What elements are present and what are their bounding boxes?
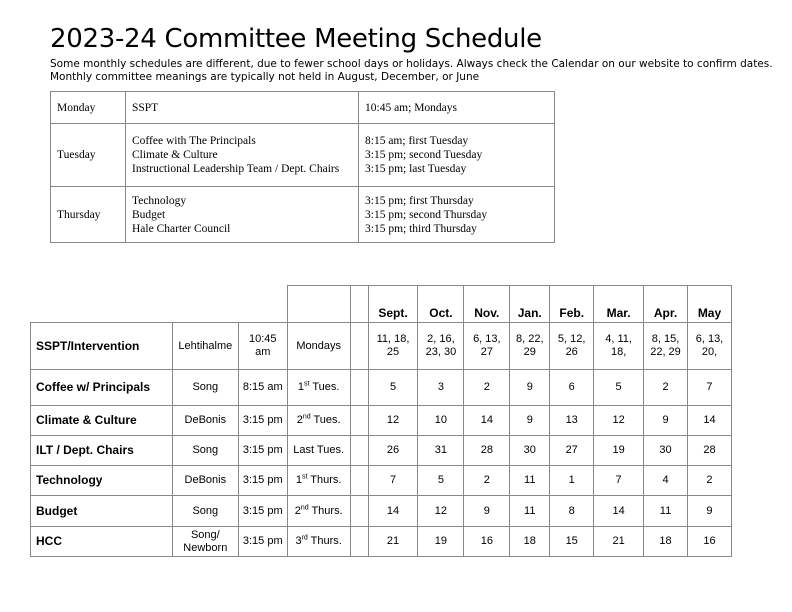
ordinal-suffix: nd bbox=[302, 413, 311, 421]
month-dates: 4, 11, 18, bbox=[594, 323, 644, 370]
committee-label: Hale Charter Council bbox=[132, 222, 231, 235]
meeting-time: 3:15 pm bbox=[238, 496, 287, 527]
month-dates: 9 bbox=[644, 406, 688, 436]
month-header: Apr. bbox=[644, 286, 688, 323]
month-dates: 19 bbox=[418, 527, 464, 557]
month-dates: 8 bbox=[550, 496, 594, 527]
month-header: Mar. bbox=[594, 286, 644, 323]
month-dates: 30 bbox=[644, 436, 688, 466]
month-dates: 26 bbox=[368, 436, 418, 466]
committee-label: Budget bbox=[132, 208, 166, 221]
month-header: May bbox=[687, 286, 731, 323]
month-dates: 5, 12, 26 bbox=[550, 323, 594, 370]
ordinal-suffix: st bbox=[304, 380, 310, 388]
committee-name: SSPT/Intervention bbox=[31, 323, 173, 370]
month-header: Oct. bbox=[418, 286, 464, 323]
month-dates: 11 bbox=[510, 466, 550, 496]
committee-name: Coffee w/ Principals bbox=[31, 370, 173, 406]
ordinal: 1 bbox=[295, 474, 302, 486]
month-dates: 9 bbox=[464, 496, 510, 527]
month-dates: 12 bbox=[418, 496, 464, 527]
month-dates: 28 bbox=[687, 436, 731, 466]
month-dates: 2 bbox=[464, 370, 510, 406]
month-dates: 31 bbox=[418, 436, 464, 466]
month-dates: 2 bbox=[687, 466, 731, 496]
day-label: Last Tues. bbox=[293, 444, 345, 456]
committee-lead: DeBonis bbox=[172, 406, 238, 436]
month-header: Nov. bbox=[464, 286, 510, 323]
page-title: 2023-24 Committee Meeting Schedule bbox=[50, 24, 542, 54]
meeting-day bbox=[287, 370, 350, 406]
committee-label: Climate & Culture bbox=[132, 149, 218, 161]
month-header: Feb. bbox=[550, 286, 594, 323]
month-dates: 6, 13, 20, bbox=[687, 323, 731, 370]
month-dates: 4 bbox=[644, 466, 688, 496]
table-row bbox=[51, 124, 555, 187]
month-dates: 14 bbox=[687, 406, 731, 436]
ordinal-suffix: st bbox=[301, 473, 308, 481]
meeting-day bbox=[287, 436, 350, 466]
committee-name: HCC bbox=[31, 527, 173, 557]
ordinal: 1 bbox=[297, 381, 305, 393]
month-dates: 14 bbox=[368, 496, 418, 527]
spacer-cell bbox=[350, 436, 368, 466]
month-dates: 21 bbox=[594, 527, 644, 557]
ordinal: 2 bbox=[296, 414, 303, 426]
day-cell: Monday bbox=[51, 92, 126, 124]
table-row bbox=[51, 92, 555, 124]
month-dates: 10 bbox=[418, 406, 464, 436]
month-dates: 7 bbox=[594, 466, 644, 496]
month-dates: 7 bbox=[368, 466, 418, 496]
spacer-cell bbox=[350, 323, 368, 370]
month-dates: 11, 18, 25 bbox=[368, 323, 418, 370]
committee-label: SSPT bbox=[132, 101, 159, 114]
meeting-time: 3:15 pm bbox=[238, 527, 287, 557]
meeting-time: 3:15 pm bbox=[238, 436, 287, 466]
committee-name: ILT / Dept. Chairs bbox=[31, 436, 173, 466]
month-dates: 18 bbox=[644, 527, 688, 557]
time-label: 10:45 am; Mondays bbox=[365, 101, 457, 114]
meeting-day bbox=[287, 527, 350, 557]
month-dates: 14 bbox=[464, 406, 510, 436]
table-row bbox=[51, 187, 555, 243]
committee-cell bbox=[126, 124, 359, 187]
month-dates: 5 bbox=[368, 370, 418, 406]
table-header-row bbox=[31, 286, 732, 323]
committee-name: Budget bbox=[31, 496, 173, 527]
committee-name: Technology bbox=[31, 466, 173, 496]
ordinal-suffix: rd bbox=[301, 534, 308, 542]
weekly-schedule-table bbox=[50, 91, 555, 243]
month-dates: 28 bbox=[464, 436, 510, 466]
committee-label: Technology bbox=[132, 194, 187, 207]
month-dates: 14 bbox=[594, 496, 644, 527]
month-dates: 9 bbox=[510, 370, 550, 406]
table-row bbox=[31, 436, 732, 466]
time-label: 3:15 pm; second Tuesday bbox=[365, 149, 483, 161]
day-label: Tues. bbox=[309, 381, 340, 393]
day-cell: Tuesday bbox=[51, 124, 126, 187]
month-dates: 30 bbox=[510, 436, 550, 466]
month-dates: 2, 16, 23, 30 bbox=[418, 323, 464, 370]
day-label: Thurs. bbox=[308, 504, 343, 517]
day-label: Thurs. bbox=[307, 535, 342, 547]
month-dates: 16 bbox=[464, 527, 510, 557]
monthly-dates-table bbox=[30, 285, 732, 557]
time-label: 3:15 pm; third Thursday bbox=[365, 222, 477, 235]
month-dates: 9 bbox=[687, 496, 731, 527]
month-dates: 8, 22, 29 bbox=[510, 323, 550, 370]
committee-lead: Song/ Newborn bbox=[172, 527, 238, 557]
month-dates: 13 bbox=[550, 406, 594, 436]
meeting-time: 3:15 pm bbox=[238, 466, 287, 496]
ordinal: 2 bbox=[294, 504, 301, 517]
committee-lead: Song bbox=[172, 370, 238, 406]
month-header: Sept. bbox=[368, 286, 418, 323]
committee-lead: Song bbox=[172, 436, 238, 466]
committee-lead: Song bbox=[172, 496, 238, 527]
month-dates: 9 bbox=[510, 406, 550, 436]
table-row bbox=[31, 406, 732, 436]
time-label: 3:15 pm; first Thursday bbox=[365, 194, 474, 207]
month-dates: 12 bbox=[594, 406, 644, 436]
month-dates: 11 bbox=[510, 496, 550, 527]
month-dates: 18 bbox=[510, 527, 550, 557]
month-dates: 12 bbox=[368, 406, 418, 436]
meeting-day bbox=[287, 496, 350, 527]
meeting-time: 3:15 pm bbox=[238, 406, 287, 436]
month-dates: 2 bbox=[644, 370, 688, 406]
month-dates: 6, 13, 27 bbox=[464, 323, 510, 370]
spacer-cell bbox=[350, 466, 368, 496]
month-dates: 2 bbox=[464, 466, 510, 496]
time-cell bbox=[359, 92, 555, 124]
month-dates: 21 bbox=[368, 527, 418, 557]
committee-lead: DeBonis bbox=[172, 466, 238, 496]
spacer-cell bbox=[350, 370, 368, 406]
spacer-cell bbox=[350, 527, 368, 557]
time-label: 8:15 am; first Tuesday bbox=[365, 135, 469, 147]
spacer-cell bbox=[350, 496, 368, 527]
committee-name: Climate & Culture bbox=[31, 406, 173, 436]
month-dates: 15 bbox=[550, 527, 594, 557]
month-dates: 19 bbox=[594, 436, 644, 466]
table-row bbox=[31, 370, 732, 406]
day-label: Thurs. bbox=[307, 474, 342, 486]
meeting-day bbox=[287, 466, 350, 496]
table-row bbox=[31, 323, 732, 370]
month-dates: 5 bbox=[418, 466, 464, 496]
month-dates: 27 bbox=[550, 436, 594, 466]
time-label: 3:15 pm; second Thursday bbox=[365, 208, 488, 221]
day-label: Tues. bbox=[310, 414, 341, 426]
month-dates: 7 bbox=[687, 370, 731, 406]
meeting-day bbox=[287, 323, 350, 370]
month-dates: 11 bbox=[644, 496, 688, 527]
table-row bbox=[31, 496, 732, 527]
day-cell: Thursday bbox=[51, 187, 126, 243]
time-cell bbox=[359, 187, 555, 243]
committee-label: Instructional Leadership Team / Dept. Chairs bbox=[132, 163, 340, 175]
ordinal-suffix: nd bbox=[300, 503, 309, 511]
committee-cell bbox=[126, 187, 359, 243]
time-cell bbox=[359, 124, 555, 187]
month-dates: 8, 15, 22, 29 bbox=[644, 323, 688, 370]
month-dates: 3 bbox=[418, 370, 464, 406]
month-dates: 5 bbox=[594, 370, 644, 406]
committee-label: Coffee with The Principals bbox=[132, 135, 256, 147]
meeting-time: 10:45 am bbox=[238, 323, 287, 370]
schedule-note: Monthly committee meanings are typically not held in August, December, or June bbox=[50, 71, 480, 83]
time-label: 3:15 pm; last Tuesday bbox=[365, 163, 467, 175]
committee-lead: Lehtihalme bbox=[172, 323, 238, 370]
spacer-cell bbox=[350, 406, 368, 436]
day-label: Mondays bbox=[296, 339, 341, 352]
meeting-time: 8:15 am bbox=[238, 370, 287, 406]
schedule-note: Some monthly schedules are different, due to fewer school days or holidays. Always check the Calendar on our website to confirm dates. bbox=[50, 58, 773, 70]
month-dates: 16 bbox=[687, 527, 731, 557]
month-dates: 6 bbox=[550, 370, 594, 406]
month-dates: 1 bbox=[550, 466, 594, 496]
table-row bbox=[31, 527, 732, 557]
meeting-day bbox=[287, 406, 350, 436]
month-header: Jan. bbox=[510, 286, 550, 323]
table-row bbox=[31, 466, 732, 496]
ordinal: 3 bbox=[295, 535, 302, 547]
committee-cell bbox=[126, 92, 359, 124]
